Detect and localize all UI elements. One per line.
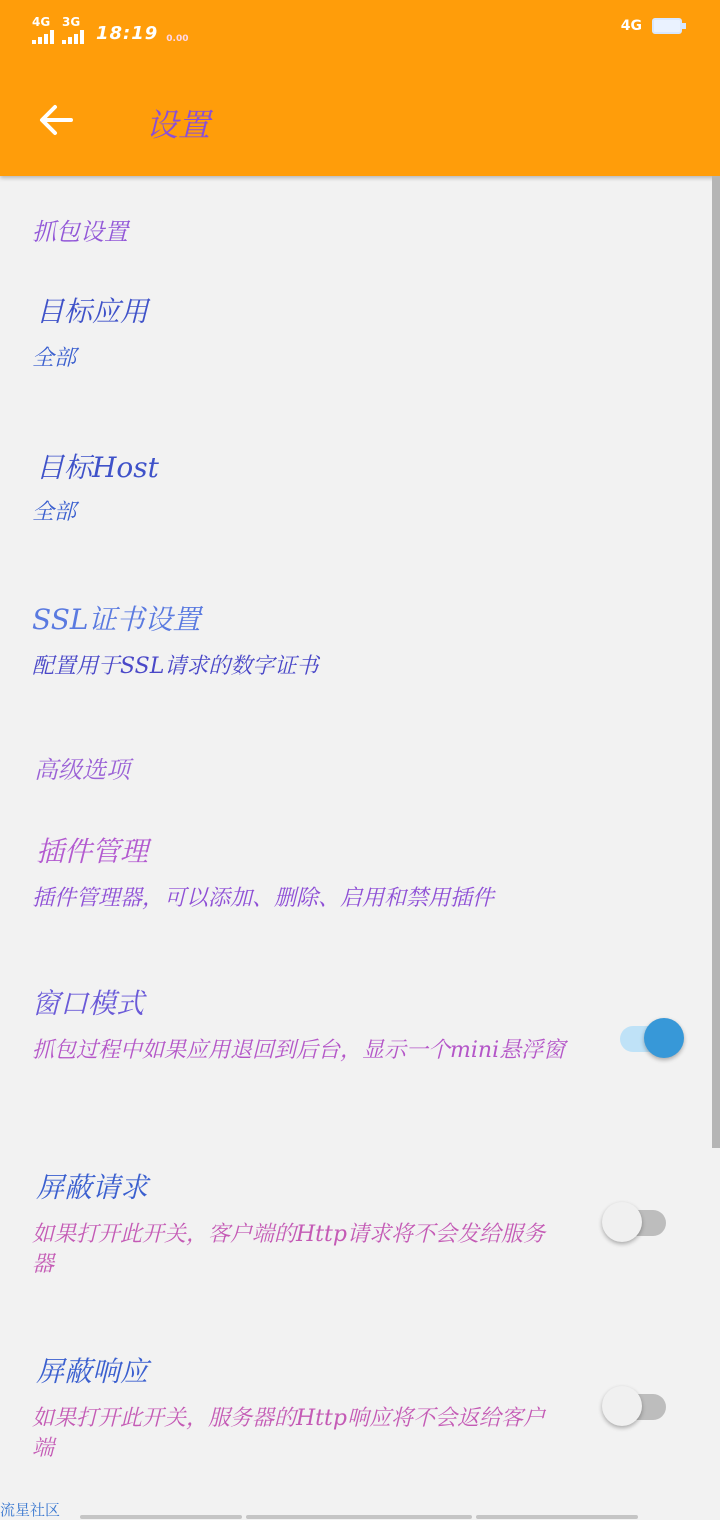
pref-title: 屏蔽请求 xyxy=(36,1171,149,1204)
status-bar-right xyxy=(621,18,686,34)
page-title: 设置 xyxy=(146,106,211,144)
pref-summary: 插件管理器，可以添加、删除、启用和禁用插件 xyxy=(32,886,495,911)
pref-title: 目标Host xyxy=(36,451,159,484)
window-mode-toggle[interactable] xyxy=(614,1013,684,1063)
bottom-divider xyxy=(80,1515,640,1519)
pref-title: SSL证书设置 xyxy=(32,603,201,636)
block-response-toggle[interactable] xyxy=(602,1381,672,1431)
network-label-1: 4G xyxy=(32,15,51,29)
status-time: 18:19 xyxy=(96,23,159,44)
network-label-right: 4G xyxy=(620,18,642,34)
pref-summary: 全部 xyxy=(32,346,77,371)
network-speed: 0.00 xyxy=(166,34,189,44)
pref-summary: 如果打开此开关，服务器的Http响应将不会返给客户端 xyxy=(32,1406,545,1461)
pref-summary: 全部 xyxy=(32,500,77,525)
section-header-advanced: 高级选项 xyxy=(34,756,130,784)
scrollbar[interactable] xyxy=(712,176,720,1148)
pref-title: 屏蔽响应 xyxy=(36,1355,149,1388)
signal-2 xyxy=(62,16,84,44)
app-bar xyxy=(0,0,720,176)
pref-title: 插件管理 xyxy=(36,835,149,868)
watermark-text: 流星社区 xyxy=(0,1501,61,1519)
block-request-toggle[interactable] xyxy=(602,1197,672,1247)
arrow-left-icon[interactable] xyxy=(38,102,74,138)
pref-summary: 抓包过程中如果应用退回到后台，显示一个mini悬浮窗 xyxy=(32,1038,566,1063)
network-label-2: 3G xyxy=(62,15,81,29)
signal-1 xyxy=(32,16,54,44)
pref-title: 窗口模式 xyxy=(32,987,145,1020)
pref-title: 目标应用 xyxy=(36,295,149,328)
pref-summary: 如果打开此开关，客户端的Http请求将不会发给服务器 xyxy=(32,1222,545,1277)
pref-summary: 配置用于SSL请求的数字证书 xyxy=(32,654,319,679)
section-header-capture: 抓包设置 xyxy=(32,218,128,246)
signal-bars-icon xyxy=(62,30,84,44)
status-bar-left xyxy=(32,16,189,44)
battery-icon xyxy=(652,18,686,34)
signal-bars-icon xyxy=(32,30,54,44)
